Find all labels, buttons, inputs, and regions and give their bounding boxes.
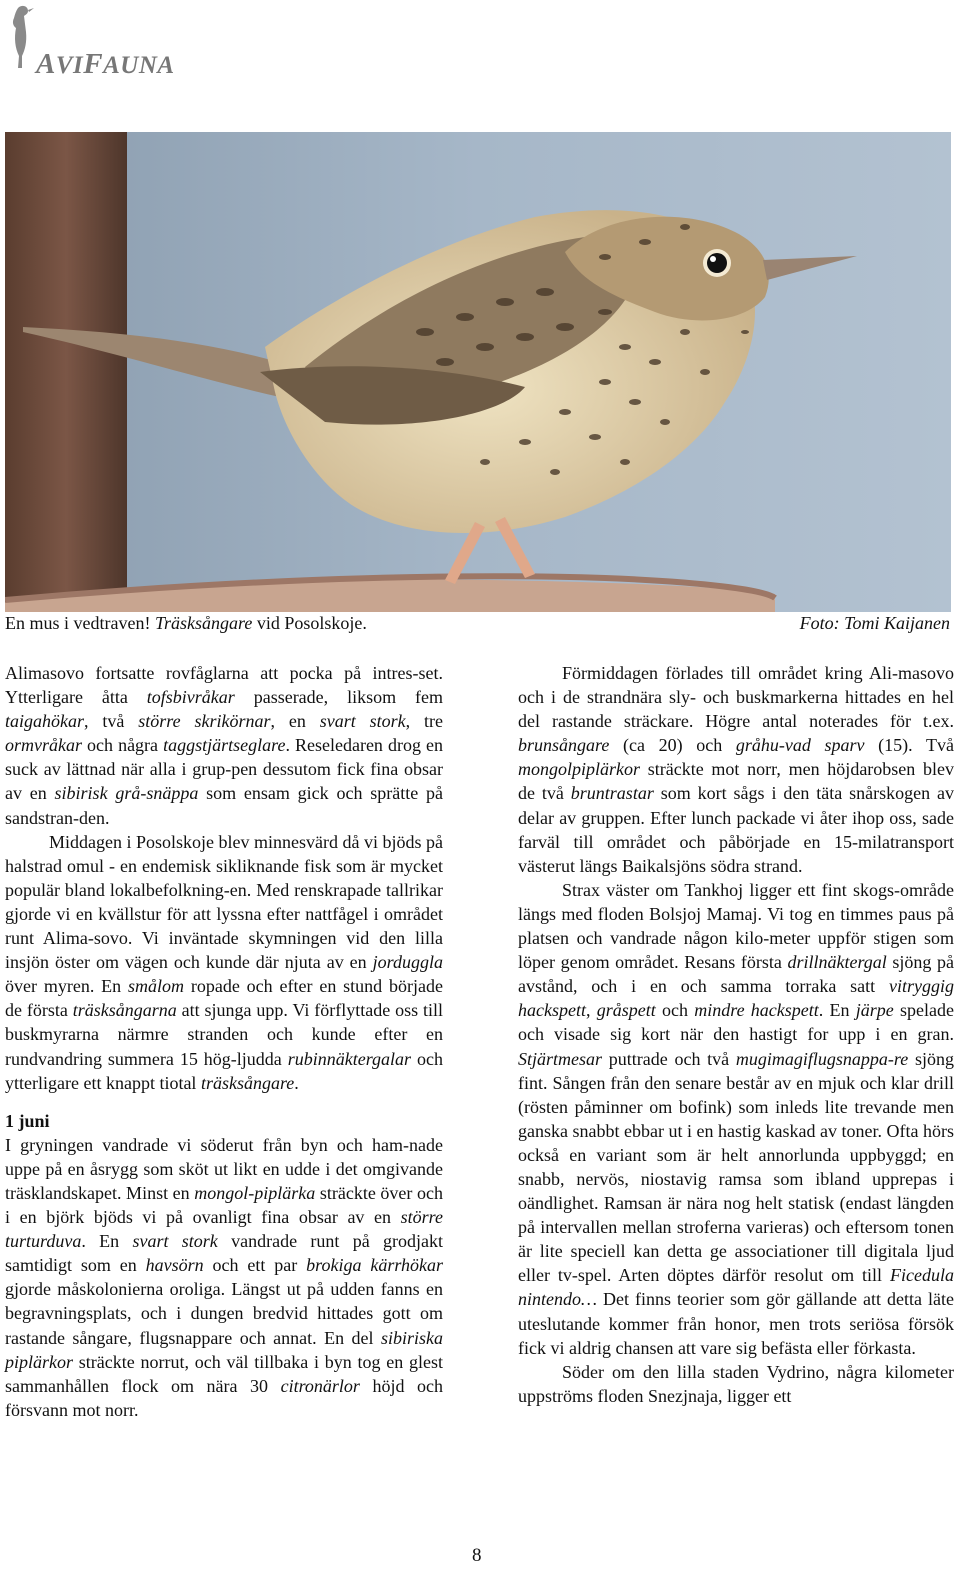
text-run: , två [84,711,139,732]
text-run: sibirisk grå-snäppa [54,783,199,804]
text-run: större turturduva [5,1207,443,1252]
text-run: och [655,1000,695,1021]
avifauna-logo [4,2,184,82]
text-run: citronärlor [280,1375,360,1396]
text-column-left [5,661,443,1422]
text-run: gråspett [596,1000,656,1021]
text-run: bruntrastar [570,783,654,804]
text-run: sträckte mot norr, men höjdarobsen blev de två [518,759,954,804]
text-run: gråhu-vad sparv [735,735,865,756]
text-run: Alimasovo fortsatte rovfåglarna att pocka på intres-set. Ytterligare åtta [5,663,443,708]
text-run: , en [270,711,320,732]
text-run: svart stork [319,711,406,732]
text-run: över myren. En [5,976,128,997]
text-run: , [585,1000,597,1021]
text-run: sjöng fint. Sången från den senare består av en mjuk och klar drill (rösten påminner om bofink) som inleds lite trevande men ganska snabbt ebbar ut i en hastig kaskad av toner. Ofta hörs också en variant som är helt annorlunda uppbyggd; en snabb, nervös, niostavig ramsa som ibland upprepas i oändlighet. Ramsan är nära nog helt statisk (endast längden på intervallen mellan stroferna varieras) och eftersom tonen är lite speciell kan detta ge associationer till digitala ljud eller tv-spel. Arten döptes därför resolut om till [518,1048,954,1286]
text-run: Det finns teorier som gör gällande att detta läte uteslutande kommer från honor, men trots seriösa försök fick vi aldrig chansen att vare sig befästa eller förkasta. [518,1289,954,1358]
text-run: (ca 20) och [609,735,736,756]
text-run: och ett par [203,1255,307,1276]
text-run: och ytterligare ett knappt tiotal [5,1048,443,1093]
text-run: och några [82,735,164,756]
photo-credit: Foto: Tomi Kaijanen [799,613,950,633]
text-run: taggstjärtseglare [163,735,286,756]
text-run: havsörn [145,1255,204,1276]
text-run: som ensam gick och sprätte på sandstran-den. [5,783,443,828]
paragraph [518,878,954,1360]
text-run: träsksångarna [72,1000,177,1021]
text-run: brunsångare [518,735,610,756]
text-run: som kort sågs i den täta snårskogen av delar av gruppen. Efter lunch packade vi åter ihop oss, sade farväl till området och påbörjade en 15-milatransport västerut längs Baikalsjöns södra strand. [518,783,954,876]
text-run: . [294,1072,299,1093]
text-run: Stjärtmesar [518,1048,603,1069]
text-run: vitryggig hackspett [518,976,954,1021]
text-run: mongolpiplärkor [518,759,641,780]
text-run: höjd och försvann mot norr. [5,1375,443,1420]
text-run: ropade och efter en stund började de första [5,976,443,1021]
text-run: . En [81,1231,133,1252]
text-run: puttrade och två [602,1048,736,1069]
photo-caption: En mus i vedtraven! Träsksångare vid Posolskoje. [5,613,367,633]
text-run: sträckte norrut, och väl tillbaka i byn tog en glest sammanhållen flock om nära 30 [5,1351,443,1396]
paragraph [518,661,954,878]
text-run: Middagen i Posolskoje blev minnesvärd då vi bjöds på halstrad omul - en endemisk sikliknande fisk som är mycket populär bland lokalbefolkning-en. Med renskrapade tallrikar gjorde vi en kvällstur för att lyssna efter nattfågel i området runt Alima-sovo. Vi inväntade skymningen vid den lilla insjön öster om vägen och kunde där njuta av en [5,831,443,973]
text-run: taigahökar [5,711,84,732]
bird-photo [5,132,951,612]
text-run: gjorde måskolonierna oroliga. Längst ut på udden fanns en begravningsplats, och i dungen bredvid hittades gott om rastande sångare, flugsnappare och annat. En del [5,1279,443,1348]
text-run: sträckte över och i en björk bjöds vi på ovanligt fina obsar av en [5,1182,443,1228]
text-run: passerade, liksom fem [234,687,443,708]
text-column-right [518,661,954,1408]
text-run: . Reseledaren drog en suck av lättnad när alla i grup-pen dessutom fick fina obsar av en [5,735,443,804]
paragraph [518,1360,954,1408]
paragraph [5,661,443,830]
text-run: mongol-piplärka [194,1182,316,1203]
text-run: järpe [855,1000,894,1021]
text-run: I gryningen vandrade vi söderut från byn och ham-nade uppe på en åsrygg som sköt ut likt en udde i det omgivande träsklandskapet. Minst en [5,1134,443,1203]
text-run: mindre hackspett [694,1000,819,1021]
text-run: svart stork [132,1231,218,1252]
text-run: drillnäktergal [787,952,887,973]
text-run: Strax väster om Tankhoj ligger ett fint skogs-område längs med floden Bolsjoj Mamaj. Vi tog en timmes paus på platsen och vandrade någon kilo-meter uppför stigen som löper genom området. Resans första [518,879,954,973]
text-run: sjöng på avstånd, och i en och samma torraka satt [518,952,954,997]
paragraph [5,1133,443,1422]
paragraph [5,830,443,1095]
text-run: sibiriska piplärkor [5,1327,443,1372]
logo-wordmark: AVIFAUNA [36,48,175,80]
text-run: spelade och visade sig kort när den hastigt for upp i en gran. [518,1000,954,1045]
text-run: rubinnäktergalar [287,1048,412,1069]
page-number: 8 [472,1545,482,1566]
text-run: tofsbivråkar [146,687,235,708]
text-run: träsksångare [200,1072,295,1093]
text-run: jorduggla [372,952,443,973]
text-run: . En [818,1000,856,1021]
lanceolated-warbler-image [5,132,951,612]
text-run: större skrikörnar [138,711,271,732]
text-run: (15). Två [864,735,954,756]
text-run: Ficedula nintendo… [518,1265,954,1310]
text-run: Förmiddagen förlades till området kring Ali-masovo och i de strandnära sly- och buskmarkerna hittades en hel del rastande sträckare. Högre antal noterades för t.ex. [518,663,954,732]
text-run: vandrade runt på grodjakt samtidigt som en [5,1231,444,1276]
text-run: brokiga kärrhökar [306,1255,443,1276]
text-run: , tre [405,711,444,732]
text-run: mugimagiflugsnappa-re [735,1048,909,1069]
text-run: Söder om den lilla staden Vydrino, några kilometer uppströms floden Snezjnaja, ligger ett [518,1361,954,1406]
text-run: ormvråkar [5,735,82,756]
text-run: smålom [128,976,185,997]
text-run: att sjunga upp. Vi förflyttade oss till buskmyrarna närmre stranden och kunde efter en rundvandring summera 15 hög-ljudda [5,1000,443,1069]
section-heading: 1 juni [5,1110,50,1131]
